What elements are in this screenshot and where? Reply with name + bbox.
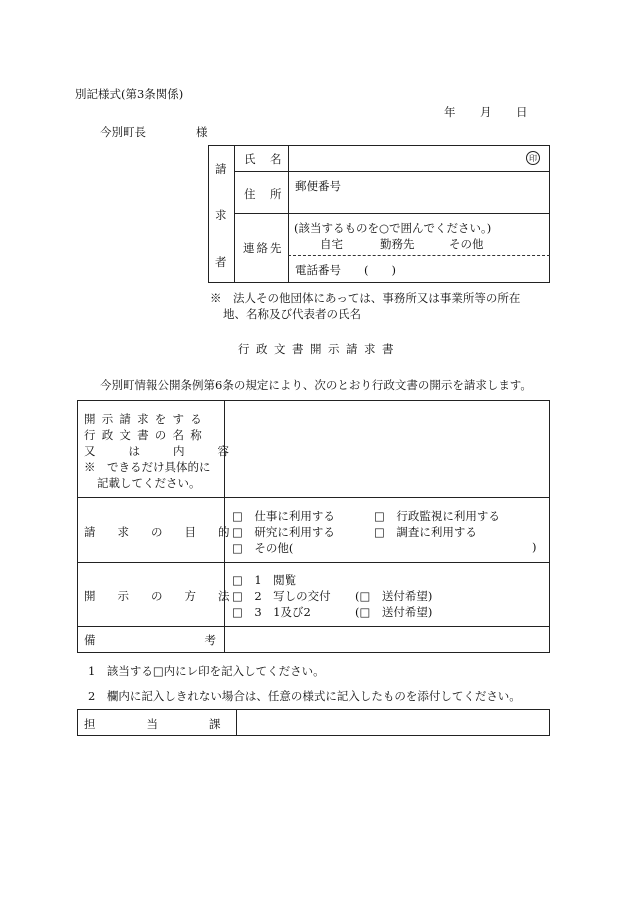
purpose-label: 請求の目的 <box>84 525 252 539</box>
purpose-option-other[interactable]: □ その他( <box>232 541 294 555</box>
requester-side-label-2: 求 <box>215 208 227 222</box>
note-2: 2 欄内に記入しきれない場合は、任意の様式に記入したものを添付してください。 <box>88 689 521 703</box>
method-option-both[interactable]: □ 3 1及び2 <box>232 605 311 619</box>
purpose-option-oversight[interactable]: □ 行政監視に利用する <box>374 509 500 523</box>
staff-label: 担当課 <box>84 717 272 731</box>
name-label-1: 氏 <box>244 152 256 166</box>
requester-side-label-1: 請 <box>215 162 227 176</box>
method-option-copy[interactable]: □ 2 写しの交付 <box>232 589 331 603</box>
purpose-option-survey[interactable]: □ 調査に利用する <box>374 525 477 539</box>
doc-label-line-2 <box>84 427 218 443</box>
doc-label-line-1 <box>84 411 218 427</box>
seal-mark: 印 <box>526 151 540 165</box>
doc-note-1: ※ できるだけ具体的に <box>84 460 211 474</box>
date-year: 年 <box>444 105 456 119</box>
purpose-option-work[interactable]: □ 仕事に利用する <box>232 509 335 523</box>
date-month: 月 <box>480 105 492 119</box>
remarks-label: 備考 <box>84 633 325 647</box>
requester-footnote-2: 地、名称及び代表者の氏名 <box>223 307 361 321</box>
purpose-other-close: ) <box>532 540 537 554</box>
purpose-option-research[interactable]: □ 研究に利用する <box>232 525 335 539</box>
phone-label: 電話番号 ( ) <box>295 263 396 277</box>
method-shipping-copy[interactable]: (□ 送付希望) <box>355 589 433 603</box>
doc-label-text: 開示請求をする <box>84 412 208 426</box>
document-title: 行政文書開示請求書 <box>238 342 400 356</box>
contact-option-work[interactable]: 勤務先 <box>380 237 415 251</box>
address-label-1: 住 <box>244 187 256 201</box>
addressee-name: 今別町長 <box>100 125 146 139</box>
method-shipping-both[interactable]: (□ 送付希望) <box>355 605 433 619</box>
requester-side-label-3: 者 <box>215 255 227 269</box>
remarks-field[interactable] <box>228 629 546 650</box>
doc-label-text: 行政文書の名称 <box>84 428 208 442</box>
staff-field[interactable] <box>240 711 546 734</box>
doc-note-2: 記載してください。 <box>97 476 201 490</box>
doc-content-field[interactable] <box>228 404 546 494</box>
date-day: 日 <box>516 105 528 119</box>
name-label-2: 名 <box>270 152 282 166</box>
form-label: 別記様式(第3条関係) <box>75 87 184 101</box>
method-option-view[interactable]: □ 1 閲覧 <box>232 573 297 587</box>
intro-text: 今別町情報公開条例第6条の規定により、次のとおり行政文書の開示を請求します。 <box>100 378 532 392</box>
note-1: 1 該当する□内にレ印を記入してください。 <box>88 664 325 678</box>
postal-code-label: 郵便番号 <box>295 179 341 193</box>
contact-option-other[interactable]: その他 <box>449 237 484 251</box>
method-label: 開示の方法 <box>84 589 252 603</box>
addressee-suffix: 様 <box>196 125 208 139</box>
doc-label-line-3: 又は内容 <box>84 444 262 458</box>
name-field[interactable] <box>290 147 520 169</box>
contact-note: (該当するものを○で囲んでください。) <box>294 221 492 235</box>
address-field[interactable] <box>290 194 546 211</box>
contact-label: 連絡先 <box>243 241 284 255</box>
address-label-2: 所 <box>270 187 282 201</box>
requester-footnote-1: ※ 法人その他団体にあっては、事務所又は事業所等の所在 <box>210 291 521 305</box>
contact-option-home[interactable]: 自宅 <box>320 237 343 251</box>
